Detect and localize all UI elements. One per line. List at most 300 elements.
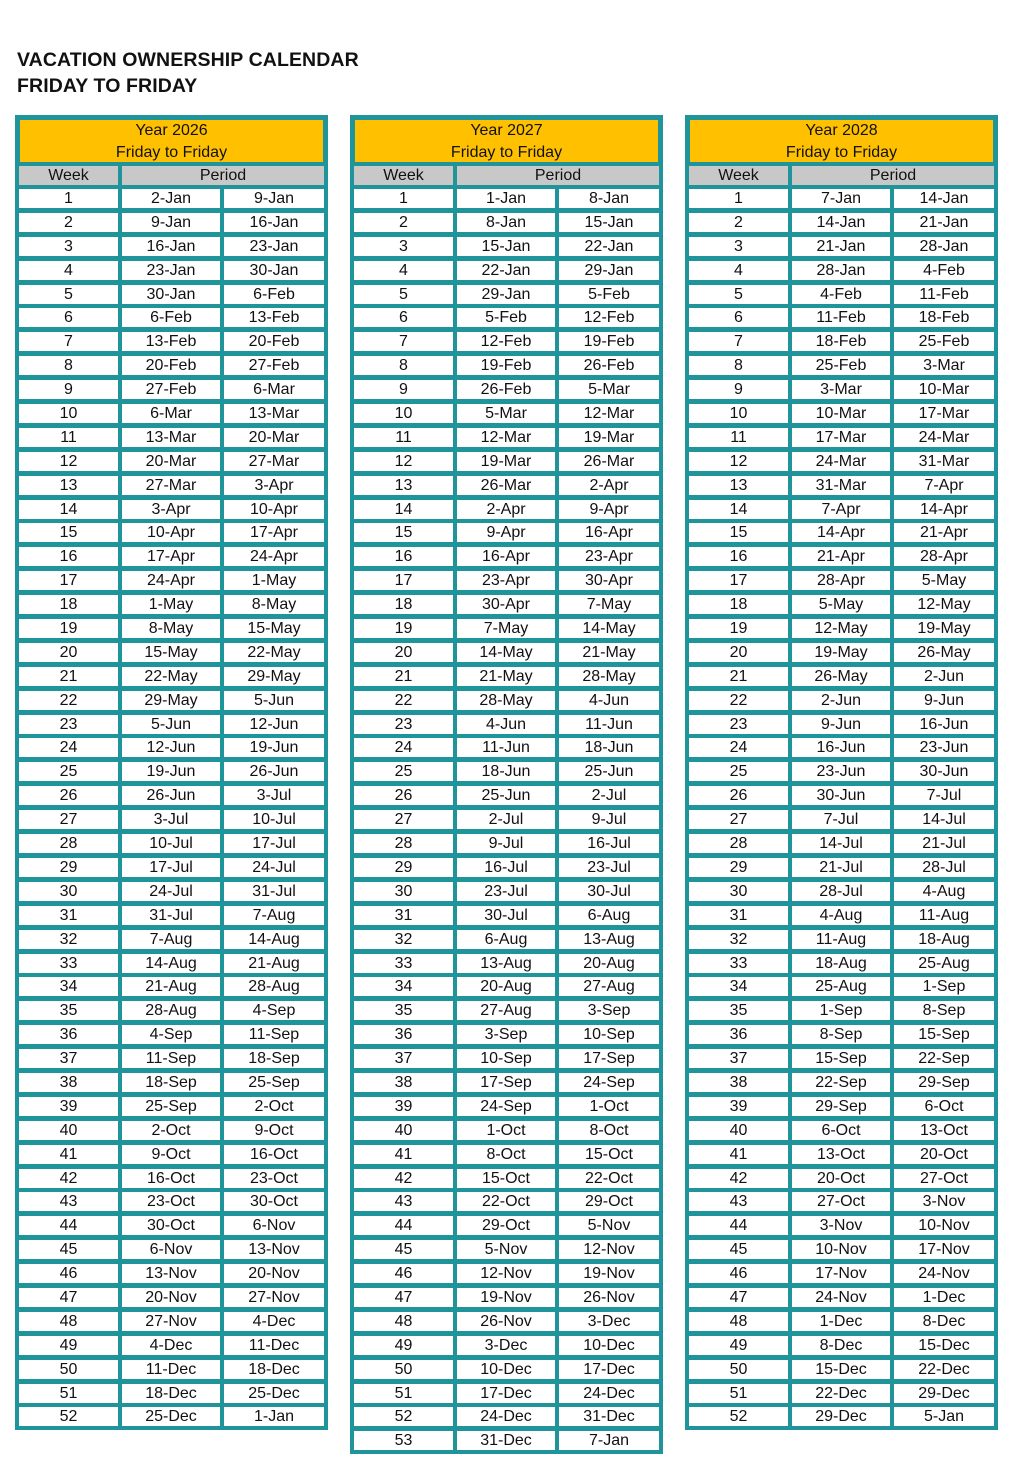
week-number-cell: 34 [19,977,118,996]
week-number-cell: 39 [689,1097,788,1116]
period-start-cell: 8-Jan [457,213,555,232]
period-end-cell: 13-Aug [559,930,659,949]
week-number-cell: 10 [19,404,118,423]
table-row [19,1216,324,1235]
period-start-cell: 30-Apr [457,595,555,614]
week-number-cell: 32 [354,930,453,949]
period-end-cell: 2-Oct [224,1097,324,1116]
period-end-cell: 29-Sep [894,1073,994,1092]
period-start-cell: 25-Feb [792,356,890,375]
table-row [19,762,324,781]
period-start-cell: 16-Apr [457,547,555,566]
table-row [689,1384,994,1403]
table-row [19,954,324,973]
table-row [19,404,324,423]
period-end-cell: 27-Nov [224,1288,324,1307]
period-start-cell: 15-Oct [457,1169,555,1188]
year-subtitle: Friday to Friday [115,144,228,161]
period-end-cell: 15-Oct [559,1145,659,1164]
period-start-cell: 30-Jun [792,786,890,805]
table-row [354,1073,659,1092]
period-end-cell: 19-Feb [559,332,659,351]
week-number-cell: 25 [689,762,788,781]
period-end-cell: 30-Jan [224,261,324,280]
period-start-cell: 17-Dec [457,1384,555,1403]
period-end-cell: 5-Nov [559,1216,659,1235]
table-row [689,643,994,662]
week-number-cell: 7 [19,332,118,351]
table-row [19,858,324,877]
week-number-cell: 17 [354,571,453,590]
period-start-cell: 13-Aug [457,954,555,973]
period-end-cell: 16-Apr [559,523,659,542]
period-start-cell: 25-Sep [122,1097,220,1116]
year-table-2028 [685,115,998,1430]
week-number-cell: 27 [19,810,118,829]
table-row [354,380,659,399]
table-row [19,261,324,280]
week-number-cell: 8 [354,356,453,375]
period-start-cell: 6-Nov [122,1240,220,1259]
table-row [354,906,659,925]
week-number-cell: 7 [354,332,453,351]
table-row [354,762,659,781]
table-row [354,1097,659,1116]
period-start-cell: 3-Apr [122,500,220,519]
period-start-cell: 23-Jun [792,762,890,781]
table-row [19,1336,324,1355]
period-end-cell: 25-Feb [894,332,994,351]
table-row [689,1407,994,1426]
table-row [19,452,324,471]
period-end-cell: 11-Sep [224,1025,324,1044]
year-header [689,119,994,163]
period-end-cell: 14-Jan [894,189,994,208]
period-end-cell: 4-Feb [894,261,994,280]
period-start-cell: 5-Jun [122,715,220,734]
table-row [354,500,659,519]
week-number-cell: 47 [689,1288,788,1307]
table-row [689,906,994,925]
week-number-cell: 7 [689,332,788,351]
period-end-cell: 3-Apr [224,476,324,495]
table-row [354,523,659,542]
table-row [689,547,994,566]
period-end-cell: 14-May [559,619,659,638]
period-start-cell: 2-Oct [122,1121,220,1140]
period-end-cell: 9-Oct [224,1121,324,1140]
period-end-cell: 23-Oct [224,1169,324,1188]
period-end-cell: 3-Nov [894,1192,994,1211]
period-end-cell: 2-Jun [894,667,994,686]
table-row [354,308,659,327]
period-start-cell: 26-Feb [457,380,555,399]
period-start-cell: 3-Sep [457,1025,555,1044]
period-end-cell: 22-May [224,643,324,662]
period-start-cell: 23-Oct [122,1192,220,1211]
week-number-cell: 49 [354,1336,453,1355]
table-row [689,1145,994,1164]
table-row [354,1336,659,1355]
period-start-cell: 10-Sep [457,1049,555,1068]
period-end-cell: 22-Jan [559,237,659,256]
period-start-cell: 4-Jun [457,715,555,734]
week-number-cell: 44 [19,1216,118,1235]
table-row [354,858,659,877]
period-start-cell: 28-May [457,691,555,710]
table-row [689,428,994,447]
period-start-cell: 19-Nov [457,1288,555,1307]
week-number-cell: 20 [689,643,788,662]
period-end-cell: 5-Jan [894,1407,994,1426]
period-end-cell: 30-Oct [224,1192,324,1211]
week-number-cell: 6 [689,308,788,327]
table-row [354,332,659,351]
period-start-cell: 6-Aug [457,930,555,949]
period-start-cell: 26-May [792,667,890,686]
week-column-header: Week [19,166,118,185]
table-row [19,571,324,590]
week-number-cell: 45 [19,1240,118,1259]
period-end-cell: 31-Jul [224,882,324,901]
period-end-cell: 1-Oct [559,1097,659,1116]
period-end-cell: 20-Nov [224,1264,324,1283]
table-row [19,977,324,996]
table-row [689,1001,994,1020]
period-end-cell: 26-Mar [559,452,659,471]
period-end-cell: 8-Sep [894,1001,994,1020]
period-end-cell: 6-Feb [224,285,324,304]
week-number-cell: 15 [19,523,118,542]
week-number-cell: 22 [689,691,788,710]
period-end-cell: 26-Jun [224,762,324,781]
week-number-cell: 32 [19,930,118,949]
week-number-cell: 30 [689,882,788,901]
table-row [354,213,659,232]
week-number-cell: 41 [354,1145,453,1164]
period-start-cell: 12-Mar [457,428,555,447]
week-number-cell: 29 [689,858,788,877]
period-start-cell: 17-Jul [122,858,220,877]
period-end-cell: 29-Jan [559,261,659,280]
period-start-cell: 15-Sep [792,1049,890,1068]
table-row [354,1431,659,1450]
week-number-cell: 35 [689,1001,788,1020]
table-row [689,762,994,781]
period-start-cell: 10-Mar [792,404,890,423]
table-row [354,285,659,304]
table-row [689,1360,994,1379]
week-number-cell: 42 [19,1169,118,1188]
week-number-cell: 30 [354,882,453,901]
week-number-cell: 4 [354,261,453,280]
week-rows [19,189,324,1426]
period-end-cell: 10-Mar [894,380,994,399]
week-number-cell: 50 [689,1360,788,1379]
period-start-cell: 20-Feb [122,356,220,375]
week-number-cell: 41 [19,1145,118,1164]
period-end-cell: 13-Nov [224,1240,324,1259]
period-start-cell: 31-Dec [457,1431,555,1450]
period-start-cell: 16-Jul [457,858,555,877]
period-end-cell: 9-Apr [559,500,659,519]
table-row [354,1312,659,1331]
period-end-cell: 30-Apr [559,571,659,590]
week-number-cell: 14 [354,500,453,519]
week-number-cell: 51 [354,1384,453,1403]
period-end-cell: 25-Sep [224,1073,324,1092]
period-start-cell: 25-Aug [792,977,890,996]
week-number-cell: 45 [689,1240,788,1259]
table-row [354,1264,659,1283]
period-start-cell: 22-Oct [457,1192,555,1211]
period-end-cell: 7-Aug [224,906,324,925]
period-end-cell: 11-Jun [559,715,659,734]
period-start-cell: 18-Aug [792,954,890,973]
week-number-cell: 24 [689,738,788,757]
period-end-cell: 12-Nov [559,1240,659,1259]
week-number-cell: 10 [689,404,788,423]
week-number-cell: 35 [19,1001,118,1020]
period-end-cell: 30-Jun [894,762,994,781]
table-row [689,1097,994,1116]
table-row [689,571,994,590]
period-start-cell: 13-Feb [122,332,220,351]
table-row [689,834,994,853]
period-start-cell: 22-May [122,667,220,686]
period-start-cell: 26-Mar [457,476,555,495]
period-start-cell: 30-Jan [122,285,220,304]
week-number-cell: 52 [354,1407,453,1426]
week-number-cell: 2 [689,213,788,232]
period-end-cell: 14-Aug [224,930,324,949]
table-row [354,738,659,757]
week-number-cell: 49 [689,1336,788,1355]
table-row [689,930,994,949]
period-end-cell: 15-Dec [894,1336,994,1355]
period-end-cell: 27-Mar [224,452,324,471]
period-end-cell: 23-Jul [559,858,659,877]
table-row [19,1097,324,1116]
week-number-cell: 1 [354,189,453,208]
period-end-cell: 25-Aug [894,954,994,973]
table-row [19,1001,324,1020]
period-end-cell: 18-Jun [559,738,659,757]
period-end-cell: 12-Mar [559,404,659,423]
table-row [689,715,994,734]
period-start-cell: 29-May [122,691,220,710]
table-row [19,1025,324,1044]
period-start-cell: 20-Mar [122,452,220,471]
period-start-cell: 23-Apr [457,571,555,590]
week-rows [689,189,994,1426]
period-start-cell: 29-Jan [457,285,555,304]
week-number-cell: 13 [689,476,788,495]
period-start-cell: 7-Apr [792,500,890,519]
period-start-cell: 5-May [792,595,890,614]
table-row [689,404,994,423]
period-start-cell: 11-Jun [457,738,555,757]
period-end-cell: 16-Jun [894,715,994,734]
week-column-header: Week [354,166,453,185]
period-start-cell: 1-May [122,595,220,614]
table-row [689,954,994,973]
week-number-cell: 51 [689,1384,788,1403]
period-end-cell: 29-May [224,667,324,686]
period-start-cell: 19-Jun [122,762,220,781]
week-number-cell: 17 [19,571,118,590]
table-row [354,786,659,805]
week-number-cell: 39 [19,1097,118,1116]
table-row [354,619,659,638]
period-start-cell: 17-Mar [792,428,890,447]
week-number-cell: 36 [19,1025,118,1044]
period-start-cell: 1-Oct [457,1121,555,1140]
week-number-cell: 8 [19,356,118,375]
period-start-cell: 4-Feb [792,285,890,304]
period-start-cell: 3-Jul [122,810,220,829]
week-number-cell: 43 [354,1192,453,1211]
week-number-cell: 37 [689,1049,788,1068]
table-row [19,523,324,542]
period-end-cell: 7-May [559,595,659,614]
week-number-cell: 53 [354,1431,453,1450]
table-row [689,332,994,351]
period-start-cell: 28-Jan [792,261,890,280]
week-number-cell: 11 [19,428,118,447]
period-end-cell: 17-Nov [894,1240,994,1259]
week-number-cell: 21 [689,667,788,686]
page-title-line-2: FRIDAY TO FRIDAY [17,75,198,97]
period-end-cell: 13-Oct [894,1121,994,1140]
week-number-cell: 17 [689,571,788,590]
period-column-header: Period [457,166,659,185]
period-end-cell: 21-Apr [894,523,994,542]
table-row [689,1073,994,1092]
period-end-cell: 29-Oct [559,1192,659,1211]
week-number-cell: 27 [689,810,788,829]
week-number-cell: 16 [19,547,118,566]
table-row [354,715,659,734]
week-number-cell: 10 [354,404,453,423]
week-number-cell: 9 [689,380,788,399]
table-row [354,356,659,375]
week-number-cell: 24 [354,738,453,757]
period-start-cell: 30-Jul [457,906,555,925]
week-number-cell: 24 [19,738,118,757]
period-start-cell: 6-Feb [122,308,220,327]
period-end-cell: 27-Aug [559,977,659,996]
period-end-cell: 9-Jul [559,810,659,829]
period-start-cell: 1-Dec [792,1312,890,1331]
week-number-cell: 44 [689,1216,788,1235]
week-number-cell: 40 [19,1121,118,1140]
period-end-cell: 18-Sep [224,1049,324,1068]
table-row [689,476,994,495]
table-row [689,1025,994,1044]
period-start-cell: 27-Mar [122,476,220,495]
table-row [19,1312,324,1331]
period-start-cell: 18-Jun [457,762,555,781]
week-number-cell: 3 [19,237,118,256]
week-number-cell: 47 [19,1288,118,1307]
year-subtitle: Friday to Friday [450,144,563,161]
period-column-header: Period [792,166,994,185]
table-row [19,619,324,638]
week-number-cell: 25 [19,762,118,781]
week-number-cell: 38 [689,1073,788,1092]
week-number-cell: 28 [354,834,453,853]
table-row [19,1240,324,1259]
period-start-cell: 18-Dec [122,1384,220,1403]
period-start-cell: 16-Jun [792,738,890,757]
period-end-cell: 11-Dec [224,1336,324,1355]
week-number-cell: 9 [19,380,118,399]
table-row [19,715,324,734]
period-end-cell: 20-Aug [559,954,659,973]
period-end-cell: 23-Jan [224,237,324,256]
period-start-cell: 14-Jan [792,213,890,232]
table-row [19,308,324,327]
period-end-cell: 4-Sep [224,1001,324,1020]
week-number-cell: 2 [19,213,118,232]
table-row [354,1288,659,1307]
period-end-cell: 19-Jun [224,738,324,757]
table-row [19,1264,324,1283]
week-number-cell: 31 [354,906,453,925]
week-number-cell: 46 [689,1264,788,1283]
table-row [354,1192,659,1211]
period-start-cell: 16-Oct [122,1169,220,1188]
table-row [354,261,659,280]
period-start-cell: 5-Mar [457,404,555,423]
period-start-cell: 8-May [122,619,220,638]
period-start-cell: 2-Jun [792,691,890,710]
week-number-cell: 14 [689,500,788,519]
period-start-cell: 25-Jun [457,786,555,805]
table-row [689,189,994,208]
table-row [19,1049,324,1068]
week-number-cell: 42 [354,1169,453,1188]
week-number-cell: 5 [689,285,788,304]
table-row [19,643,324,662]
table-row [19,356,324,375]
week-number-cell: 36 [354,1025,453,1044]
year-table-2026 [15,115,328,1430]
week-number-cell: 46 [19,1264,118,1283]
week-number-cell: 48 [689,1312,788,1331]
year-header [19,119,324,163]
week-number-cell: 3 [689,237,788,256]
period-start-cell: 4-Aug [792,906,890,925]
week-number-cell: 19 [19,619,118,638]
period-start-cell: 3-Nov [792,1216,890,1235]
table-row [354,691,659,710]
week-number-cell: 18 [354,595,453,614]
period-start-cell: 29-Oct [457,1216,555,1235]
table-row [689,667,994,686]
table-row [19,189,324,208]
table-row [689,1216,994,1235]
period-end-cell: 25-Jun [559,762,659,781]
period-start-cell: 2-Jul [457,810,555,829]
table-row [689,213,994,232]
week-number-cell: 22 [354,691,453,710]
period-start-cell: 29-Sep [792,1097,890,1116]
week-number-cell: 8 [689,356,788,375]
week-number-cell: 40 [689,1121,788,1140]
table-row [19,237,324,256]
